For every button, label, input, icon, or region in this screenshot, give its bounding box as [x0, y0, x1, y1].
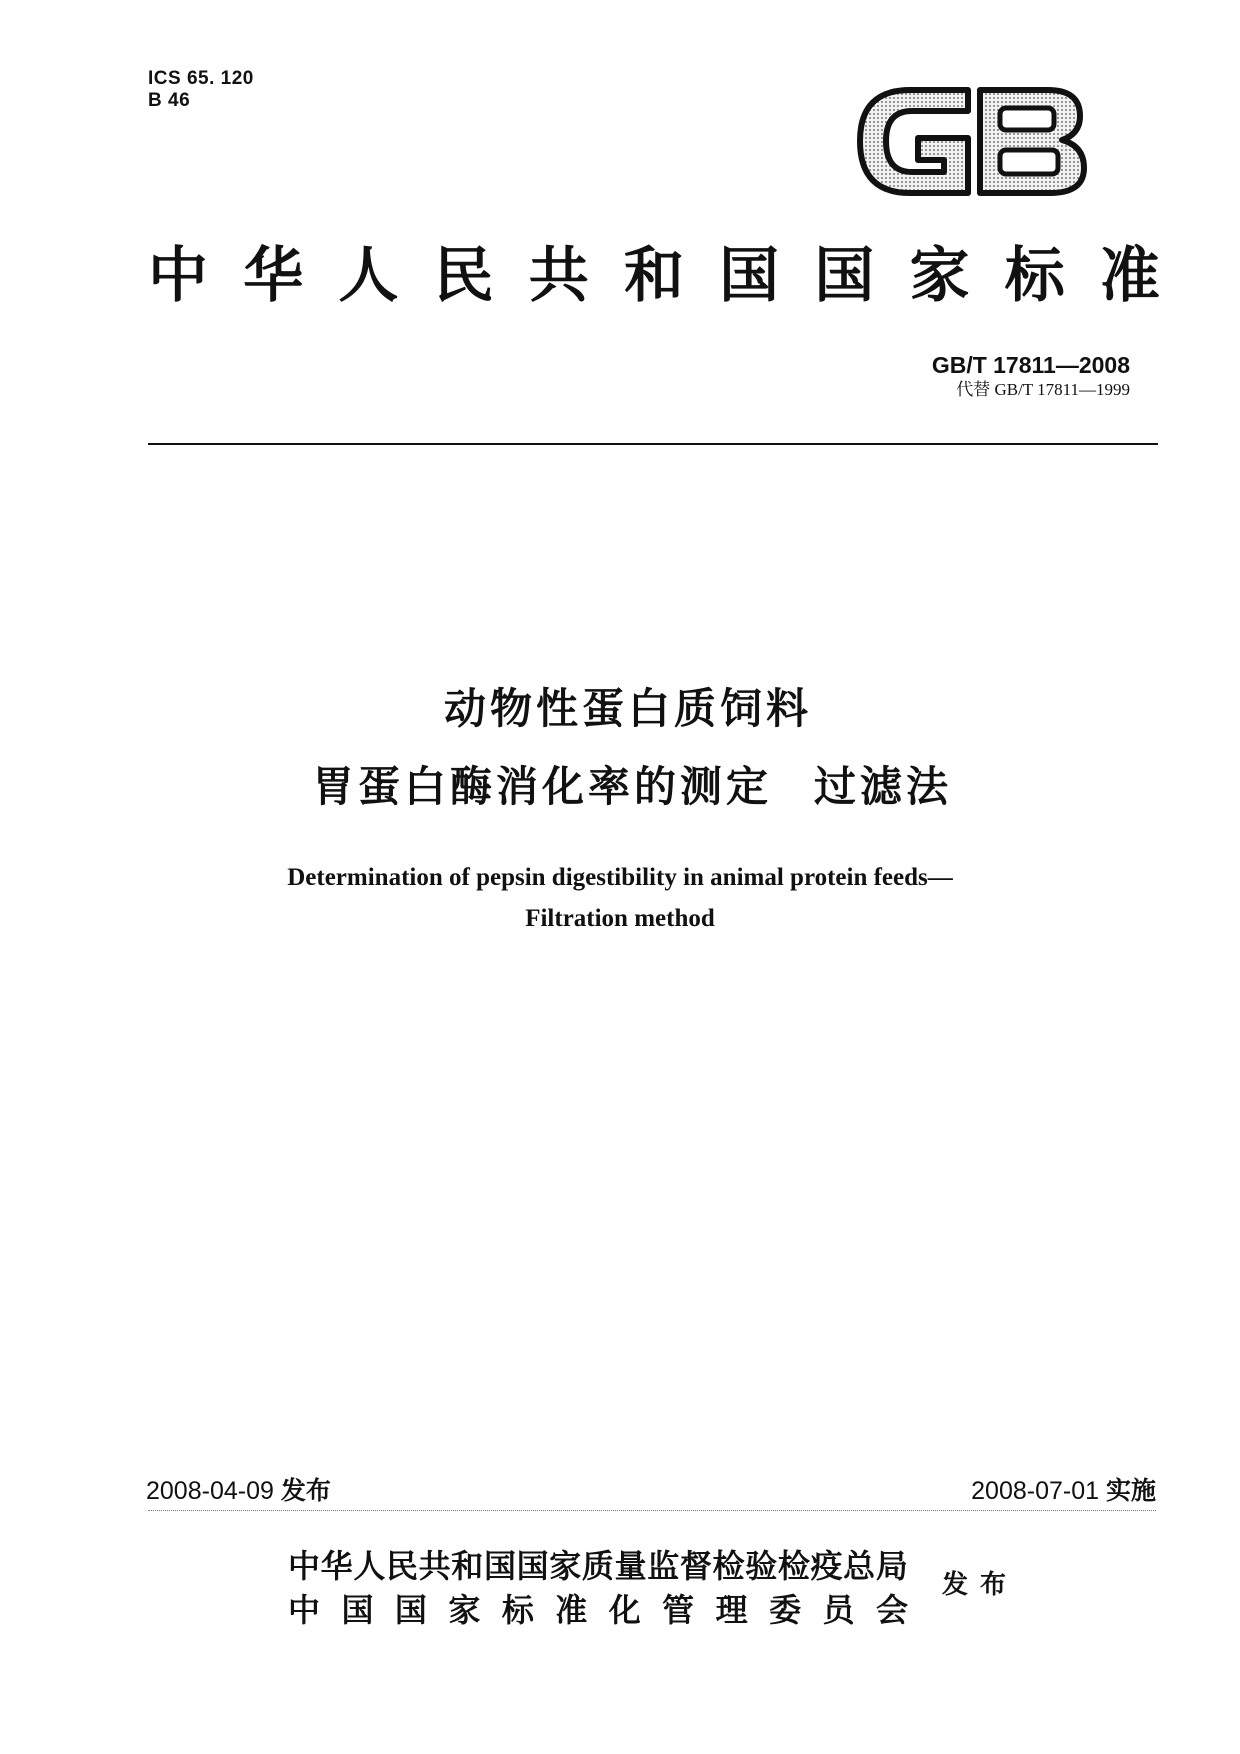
issuer-char: 检	[712, 1547, 745, 1585]
issuer-char: 国	[394, 1591, 427, 1629]
title-cn-line1: 动物性蛋白质饲料	[443, 684, 812, 733]
national-standard-title	[148, 240, 1160, 312]
title-cn-method: 过滤法	[814, 762, 953, 811]
issuer-char: 中	[288, 1547, 321, 1585]
effective-date: 2008-07-01	[971, 1477, 1100, 1505]
title-char: 和	[623, 241, 684, 311]
title-char: 标	[1004, 241, 1065, 311]
issuer-char: 和	[451, 1547, 484, 1585]
title-char: 华	[243, 241, 304, 311]
issuer-char: 人	[353, 1547, 386, 1585]
publish-label: 发布	[942, 1570, 1019, 1600]
issuer-char: 民	[385, 1547, 418, 1585]
issuer-char: 局	[875, 1547, 908, 1585]
effective-date-block	[971, 1476, 1156, 1506]
header-divider	[148, 443, 1158, 445]
title-en-line2: Filtration method	[525, 905, 715, 932]
issuer-char: 华	[320, 1547, 353, 1585]
issuer-char: 验	[745, 1547, 778, 1585]
issuer-char: 理	[715, 1591, 748, 1629]
issuer-char: 中	[288, 1591, 321, 1629]
issuer-char: 委	[769, 1591, 802, 1629]
issuer-char: 标	[501, 1591, 534, 1629]
title-char: 中	[148, 241, 208, 311]
issuer-line1	[288, 1546, 908, 1586]
title-char: 家	[909, 241, 970, 311]
issuer-char: 量	[614, 1547, 647, 1585]
issue-label: 发布	[280, 1477, 331, 1505]
issuer-char: 共	[418, 1547, 451, 1585]
issuer-char: 督	[679, 1547, 712, 1585]
title-char: 民	[433, 241, 494, 311]
standard-code: GB/T 17811—2008	[931, 352, 1130, 378]
replaced-standard: 代替 GB/T 17811—1999	[956, 380, 1130, 399]
issuer-char: 家	[448, 1591, 481, 1629]
issuer-char: 准	[555, 1591, 588, 1629]
issuer-char: 国	[483, 1547, 516, 1585]
issuer-char: 检	[777, 1547, 810, 1585]
issuer-char: 国	[341, 1591, 374, 1629]
ics-code: ICS 65. 120	[148, 68, 254, 89]
title-cn-subject: 胃蛋白酶消化率的测定	[311, 762, 772, 811]
issuer-char: 质	[581, 1547, 614, 1585]
title-char: 准	[1099, 241, 1160, 311]
issuer-char: 国	[516, 1547, 549, 1585]
issuer-char: 家	[549, 1547, 582, 1585]
title-char: 共	[528, 241, 589, 311]
title-cn-line2	[0, 762, 1240, 812]
issuer-char: 管	[662, 1591, 695, 1629]
title-char: 人	[338, 241, 399, 311]
title-char: 国	[814, 241, 875, 311]
issuer-char: 员	[822, 1591, 855, 1629]
ccs-code: B 46	[148, 90, 191, 111]
title-char: 国	[719, 241, 780, 311]
issue-date-block	[146, 1476, 331, 1506]
classification-codes	[148, 68, 254, 112]
issuer-char: 疫	[810, 1547, 843, 1585]
title-en-line1: Determination of pepsin digestibility in animal protein feeds—	[287, 864, 953, 891]
issuer-char: 总	[843, 1547, 876, 1585]
issuer-char: 会	[875, 1591, 908, 1629]
effective-label: 实施	[1105, 1477, 1156, 1505]
date-divider	[148, 1510, 1156, 1511]
gb-standard-logo	[848, 80, 1092, 203]
issuer-char: 监	[647, 1547, 680, 1585]
issuer-char: 化	[608, 1591, 641, 1629]
issuer-line2	[288, 1590, 908, 1630]
issue-date: 2008-04-09	[146, 1477, 274, 1505]
